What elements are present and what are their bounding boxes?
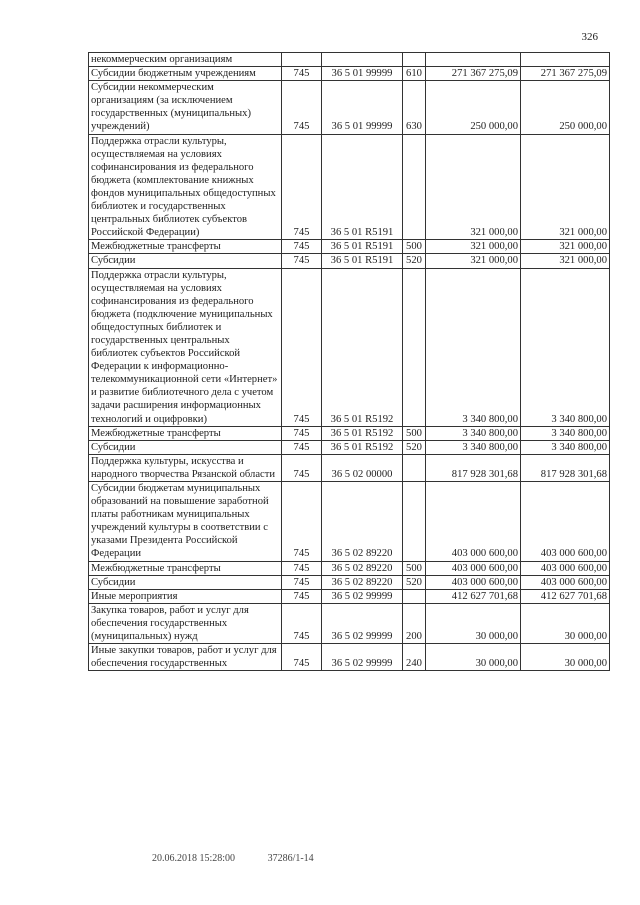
footer-doc-id: 37286/1-14	[267, 853, 314, 864]
row-type-cell	[403, 268, 426, 426]
table-row	[89, 440, 610, 454]
table-row	[89, 644, 610, 671]
table-row	[89, 67, 610, 81]
row-type-cell	[403, 134, 426, 240]
row-sum2-cell: 321 000,00	[521, 240, 610, 254]
row-sum1-cell: 250 000,00	[426, 81, 521, 134]
row-name-cell: Субсидии бюджетам муниципальных образований на повышение заработной платы работникам муниципальных учреждений культуры в соответствии с указами Президента Российской Федерации	[89, 482, 282, 562]
row-gr-cell: 745	[282, 134, 322, 240]
table-row	[89, 426, 610, 440]
row-name-cell: Иные закупки товаров, работ и услуг для обеспечения государственных	[89, 644, 282, 671]
row-sum1-cell: 403 000 600,00	[426, 575, 521, 589]
row-sum2-cell: 321 000,00	[521, 254, 610, 268]
row-gr-cell: 745	[282, 454, 322, 481]
table-row	[89, 81, 610, 134]
row-type-cell: 520	[403, 254, 426, 268]
row-gr-cell: 745	[282, 575, 322, 589]
row-type-cell: 520	[403, 575, 426, 589]
row-sum1-cell: 817 928 301,68	[426, 454, 521, 481]
row-code-cell: 36 5 02 89220	[322, 482, 403, 562]
row-type-cell: 500	[403, 240, 426, 254]
row-sum2-cell: 3 340 800,00	[521, 426, 610, 440]
row-type-cell: 240	[403, 644, 426, 671]
page-number: 326	[581, 31, 598, 43]
row-sum2-cell: 412 627 701,68	[521, 589, 610, 603]
row-code-cell: 36 5 01 R5192	[322, 268, 403, 426]
row-sum2-cell: 30 000,00	[521, 603, 610, 643]
row-sum1-cell: 3 340 800,00	[426, 440, 521, 454]
row-sum1-cell: 403 000 600,00	[426, 482, 521, 562]
row-name-cell: Межбюджетные трансферты	[89, 240, 282, 254]
row-sum2-cell: 321 000,00	[521, 134, 610, 240]
table-row	[89, 134, 610, 240]
row-gr-cell: 745	[282, 561, 322, 575]
row-code-cell: 36 5 01 R5191	[322, 240, 403, 254]
row-type-cell: 500	[403, 426, 426, 440]
row-gr-cell: 745	[282, 67, 322, 81]
row-name-cell: Поддержка отрасли культуры, осуществляемая на условиях софинансирования из федерального бюджета (комплектование книжных фондов муниципальных общедоступных библиотек и государственных центральных библиотек субъектов Российской Федерации)	[89, 134, 282, 240]
row-name-cell: некоммерческим организациям	[89, 53, 282, 67]
budget-table	[88, 52, 610, 671]
row-type-cell	[403, 53, 426, 67]
row-sum1-cell: 30 000,00	[426, 644, 521, 671]
row-sum1-cell: 30 000,00	[426, 603, 521, 643]
row-code-cell: 36 5 01 R5192	[322, 426, 403, 440]
row-name-cell: Субсидии	[89, 575, 282, 589]
row-code-cell	[322, 53, 403, 67]
row-name-cell: Закупка товаров, работ и услуг для обеспечения государственных (муниципальных) нужд	[89, 603, 282, 643]
table-row	[89, 268, 610, 426]
row-name-cell: Межбюджетные трансферты	[89, 426, 282, 440]
row-type-cell: 200	[403, 603, 426, 643]
row-gr-cell: 745	[282, 81, 322, 134]
table-row	[89, 561, 610, 575]
row-code-cell: 36 5 02 99999	[322, 589, 403, 603]
row-name-cell: Субсидии некоммерческим организациям (за исключением государственных (муниципальных) учреждений)	[89, 81, 282, 134]
row-name-cell: Поддержка культуры, искусства и народного творчества Рязанской области	[89, 454, 282, 481]
row-sum1-cell: 271 367 275,09	[426, 67, 521, 81]
table-row	[89, 454, 610, 481]
row-sum1-cell: 321 000,00	[426, 134, 521, 240]
table-row	[89, 603, 610, 643]
table-row	[89, 254, 610, 268]
row-sum1-cell: 321 000,00	[426, 254, 521, 268]
row-type-cell: 630	[403, 81, 426, 134]
row-code-cell: 36 5 02 00000	[322, 454, 403, 481]
table-row	[89, 240, 610, 254]
row-type-cell: 610	[403, 67, 426, 81]
row-sum1-cell	[426, 53, 521, 67]
row-type-cell	[403, 454, 426, 481]
row-gr-cell: 745	[282, 240, 322, 254]
row-code-cell: 36 5 02 89220	[322, 575, 403, 589]
row-name-cell: Межбюджетные трансферты	[89, 561, 282, 575]
row-gr-cell	[282, 53, 322, 67]
row-code-cell: 36 5 01 R5192	[322, 440, 403, 454]
footer-timestamp: 20.06.2018 15:28:00	[152, 853, 236, 864]
row-code-cell: 36 5 01 99999	[322, 67, 403, 81]
row-sum2-cell: 403 000 600,00	[521, 561, 610, 575]
row-type-cell	[403, 482, 426, 562]
row-gr-cell: 745	[282, 426, 322, 440]
row-sum2-cell: 817 928 301,68	[521, 454, 610, 481]
row-name-cell: Иные мероприятия	[89, 589, 282, 603]
row-sum2-cell: 271 367 275,09	[521, 67, 610, 81]
row-gr-cell: 745	[282, 254, 322, 268]
table-row	[89, 575, 610, 589]
budget-table-body	[89, 53, 610, 671]
row-type-cell	[403, 589, 426, 603]
table-row	[89, 482, 610, 562]
row-code-cell: 36 5 02 99999	[322, 603, 403, 643]
row-code-cell: 36 5 02 99999	[322, 644, 403, 671]
row-type-cell: 500	[403, 561, 426, 575]
row-sum1-cell: 3 340 800,00	[426, 268, 521, 426]
row-sum1-cell: 321 000,00	[426, 240, 521, 254]
row-sum2-cell	[521, 53, 610, 67]
row-name-cell: Субсидии	[89, 254, 282, 268]
row-gr-cell: 745	[282, 644, 322, 671]
footer	[152, 853, 314, 864]
row-name-cell: Субсидии бюджетным учреждениям	[89, 67, 282, 81]
table-row	[89, 589, 610, 603]
row-code-cell: 36 5 01 R5191	[322, 254, 403, 268]
row-sum1-cell: 412 627 701,68	[426, 589, 521, 603]
row-sum1-cell: 403 000 600,00	[426, 561, 521, 575]
row-gr-cell: 745	[282, 440, 322, 454]
row-name-cell: Субсидии	[89, 440, 282, 454]
row-code-cell: 36 5 02 89220	[322, 561, 403, 575]
row-sum2-cell: 3 340 800,00	[521, 268, 610, 426]
row-gr-cell: 745	[282, 603, 322, 643]
row-type-cell: 520	[403, 440, 426, 454]
table-row	[89, 53, 610, 67]
row-sum2-cell: 3 340 800,00	[521, 440, 610, 454]
row-code-cell: 36 5 01 R5191	[322, 134, 403, 240]
row-code-cell: 36 5 01 99999	[322, 81, 403, 134]
row-gr-cell: 745	[282, 482, 322, 562]
row-name-cell: Поддержка отрасли культуры, осуществляемая на условиях софинансирования из федерального бюджета (подключение муниципальных общедоступных библиотек и государственных центральных библиотек субъектов Российской Федерации к информационно-телекоммуникационной сети «Интернет» и развитие библиотечного дела с учетом задачи расширения информационных технологий и оцифровки)	[89, 268, 282, 426]
row-sum2-cell: 250 000,00	[521, 81, 610, 134]
row-gr-cell: 745	[282, 589, 322, 603]
row-gr-cell: 745	[282, 268, 322, 426]
row-sum2-cell: 403 000 600,00	[521, 482, 610, 562]
row-sum2-cell: 403 000 600,00	[521, 575, 610, 589]
row-sum2-cell: 30 000,00	[521, 644, 610, 671]
row-sum1-cell: 3 340 800,00	[426, 426, 521, 440]
